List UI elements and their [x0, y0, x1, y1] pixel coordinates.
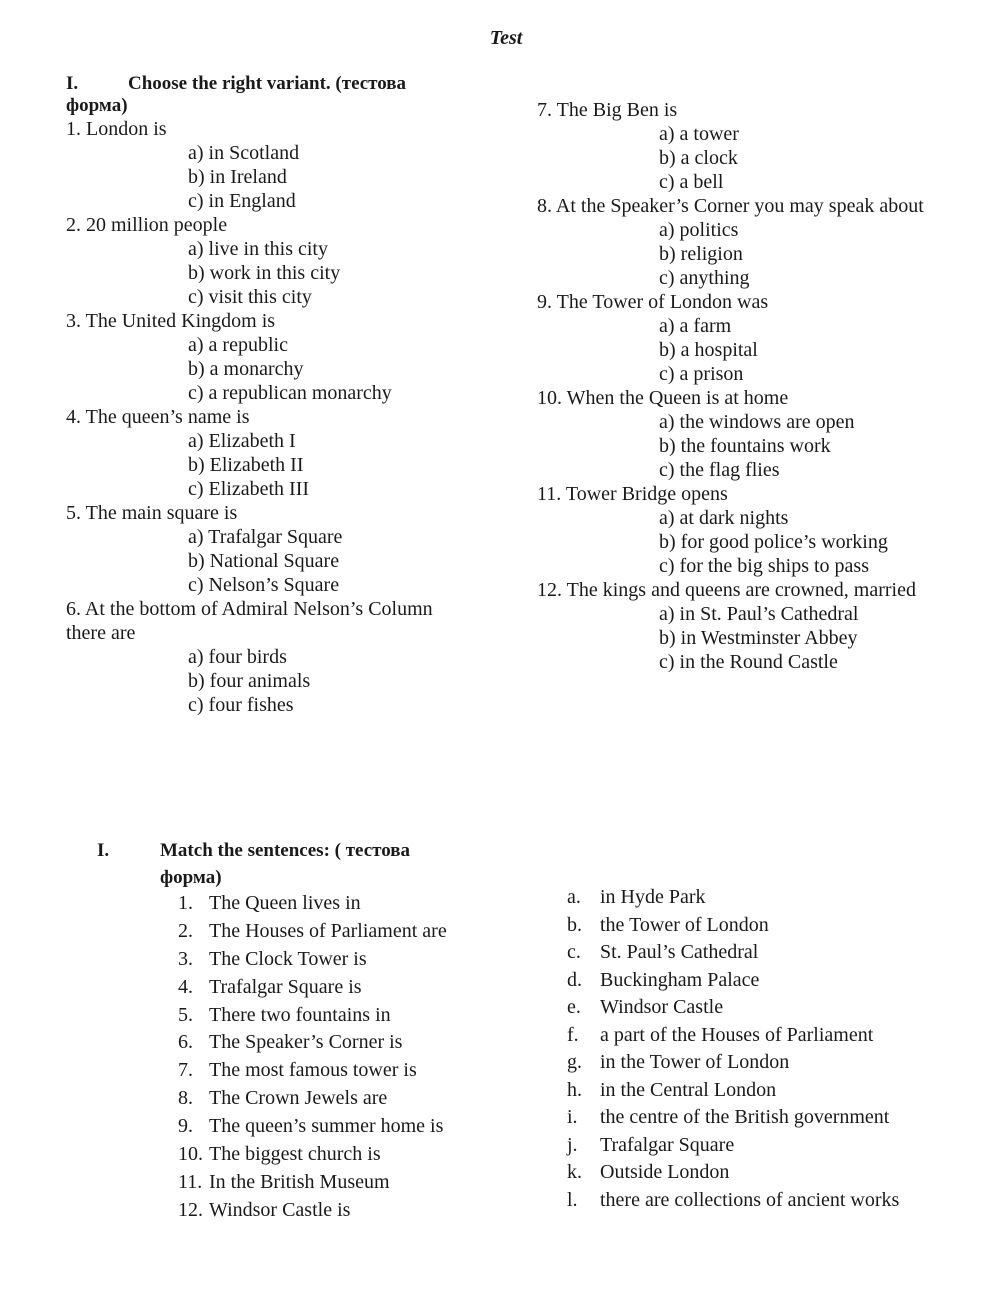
answer-option: b) in Ireland: [188, 166, 287, 188]
item-number: 12.: [178, 1198, 203, 1221]
item-letter: e.: [567, 996, 581, 1019]
item-letter: k.: [567, 1161, 582, 1184]
list-item: [178, 1002, 498, 1030]
answer-option: c) in the Round Castle: [659, 651, 838, 673]
list-item: [178, 918, 498, 946]
item-text: Outside London: [600, 1161, 730, 1184]
question-block: [66, 405, 476, 501]
answer-option: b) work in this city: [188, 262, 341, 284]
question-text: 2. 20 million people: [66, 214, 228, 236]
item-text: a part of the Houses of Parliament: [600, 1023, 874, 1046]
answer-option: b) religion: [659, 243, 743, 265]
list-item: [178, 1141, 498, 1169]
section2-heading: [97, 837, 457, 891]
question-block: [537, 98, 977, 194]
item-text: Trafalgar Square: [600, 1133, 735, 1156]
item-number: 8.: [178, 1087, 193, 1110]
question-block: [537, 386, 977, 482]
answer-option: a) four birds: [188, 646, 287, 668]
answer-option: b) the fountains work: [659, 435, 831, 457]
answer-option: c) for the big ships to pass: [659, 555, 869, 577]
item-text: The queen’s summer home is: [209, 1115, 444, 1138]
answer-option: c) anything: [659, 267, 750, 289]
list-item: [567, 1132, 967, 1160]
item-letter: f.: [567, 1023, 579, 1046]
section1-right-column: [537, 98, 977, 674]
section1-left-column: [66, 73, 476, 717]
answer-option: a) at dark nights: [659, 507, 789, 529]
section1-numeral: I.: [66, 73, 79, 94]
item-text: the centre of the British government: [600, 1106, 890, 1129]
match-right-list: [567, 884, 967, 1215]
question-text-cont: there are: [66, 622, 136, 644]
question-block: [537, 290, 977, 386]
answer-option: a) in Scotland: [188, 142, 300, 164]
item-number: 2.: [178, 919, 193, 942]
list-item: [178, 1029, 498, 1057]
item-number: 11.: [178, 1170, 203, 1193]
question-text: 6. At the bottom of Admiral Nelson’s Column: [66, 598, 433, 620]
list-item: [178, 1057, 498, 1085]
item-letter: i.: [567, 1106, 578, 1129]
item-letter: b.: [567, 913, 582, 936]
question-block: [66, 501, 476, 597]
item-number: 5.: [178, 1003, 193, 1026]
answer-option: a) Trafalgar Square: [188, 526, 343, 548]
answer-option: b) in Westminster Abbey: [659, 627, 858, 649]
item-text: the Tower of London: [600, 913, 769, 936]
item-letter: h.: [567, 1078, 582, 1101]
list-item: [567, 912, 967, 940]
item-letter: d.: [567, 968, 582, 991]
item-text: in the Tower of London: [600, 1051, 790, 1074]
item-number: 9.: [178, 1115, 193, 1138]
item-text: St. Paul’s Cathedral: [600, 941, 759, 964]
item-text: Windsor Castle is: [209, 1198, 351, 1221]
list-item: [178, 1197, 498, 1225]
list-item: [178, 1085, 498, 1113]
item-letter: j.: [567, 1133, 578, 1156]
list-item: [567, 884, 967, 912]
answer-option: a) live in this city: [188, 238, 328, 260]
list-item: [178, 1113, 498, 1141]
answer-option: b) four animals: [188, 670, 311, 692]
list-item: [178, 890, 498, 918]
item-letter: g.: [567, 1051, 582, 1074]
question-block: [66, 309, 476, 405]
item-number: 1.: [178, 892, 193, 914]
item-number: 3.: [178, 947, 193, 970]
match-left-list: [178, 890, 498, 1225]
answer-option: a) Elizabeth I: [188, 430, 296, 452]
answer-option: b) Elizabeth II: [188, 454, 304, 476]
answer-option: b) National Square: [188, 550, 340, 572]
item-letter: c.: [567, 941, 581, 964]
item-letter: a.: [567, 886, 581, 908]
item-text: There two fountains in: [209, 1003, 391, 1026]
item-text: Trafalgar Square is: [209, 975, 362, 998]
question-text: 4. The queen’s name is: [66, 406, 250, 428]
answer-option: c) four fishes: [188, 694, 294, 716]
item-letter: l.: [567, 1189, 578, 1212]
question-block: [537, 578, 977, 674]
question-text: 3. The United Kingdom is: [66, 310, 276, 332]
question-text: 5. The main square is: [66, 502, 238, 524]
answer-option: a) a farm: [659, 315, 732, 337]
list-item: [567, 1159, 967, 1187]
section1-heading-cont: форма): [66, 95, 128, 116]
answer-option: b) a clock: [659, 147, 738, 169]
page-title: Test: [489, 27, 523, 49]
answer-option: c) a republican monarchy: [188, 382, 392, 404]
answer-option: b) a monarchy: [188, 358, 304, 380]
section2-heading-cont: форма): [160, 867, 222, 888]
item-text: there are collections of ancient works: [600, 1189, 900, 1212]
question-text: 1. London is: [66, 118, 167, 140]
item-text: in Hyde Park: [600, 886, 706, 908]
list-item: [567, 967, 967, 995]
section2-heading-text: Match the sentences: ( тестова: [160, 840, 411, 861]
section2-numeral: I.: [97, 840, 110, 861]
answer-option: c) in England: [188, 190, 296, 212]
list-item: [567, 994, 967, 1022]
question-text: 10. When the Queen is at home: [537, 387, 789, 409]
question-text: 7. The Big Ben is: [537, 99, 678, 121]
item-text: The most famous tower is: [209, 1059, 417, 1082]
answer-option: c) the flag flies: [659, 459, 780, 481]
answer-option: a) a republic: [188, 334, 288, 356]
answer-option: c) a prison: [659, 363, 744, 385]
section1-heading: [66, 73, 476, 117]
answer-option: a) the windows are open: [659, 411, 855, 433]
answer-option: b) a hospital: [659, 339, 758, 361]
item-text: The Houses of Parliament are: [209, 919, 447, 942]
answer-option: c) visit this city: [188, 286, 312, 308]
question-text: 12. The kings and queens are crowned, married: [537, 579, 916, 601]
item-number: 7.: [178, 1059, 193, 1082]
list-item: [178, 946, 498, 974]
item-text: Buckingham Palace: [600, 968, 760, 991]
answer-option: a) politics: [659, 219, 739, 241]
item-text: in the Central London: [600, 1078, 777, 1101]
list-item: [567, 1049, 967, 1077]
question-block: [66, 597, 476, 717]
item-text: In the British Museum: [209, 1170, 390, 1193]
item-text: The biggest church is: [209, 1143, 381, 1166]
list-item: [567, 1077, 967, 1105]
question-text: 9. The Tower of London was: [537, 291, 769, 313]
item-text: The Queen lives in: [209, 892, 361, 914]
list-item: [567, 1104, 967, 1132]
section1-heading-text: Choose the right variant. (тестова: [128, 73, 407, 94]
answer-option: a) a tower: [659, 123, 739, 145]
list-item: [178, 1169, 498, 1197]
item-text: Windsor Castle: [600, 996, 724, 1019]
list-item: [567, 1022, 967, 1050]
item-text: The Clock Tower is: [209, 947, 367, 970]
question-block: [537, 194, 977, 290]
list-item: [567, 1187, 967, 1215]
answer-option: c) Elizabeth III: [188, 478, 310, 500]
item-text: The Speaker’s Corner is: [209, 1031, 403, 1054]
answer-option: b) for good police’s working: [659, 531, 888, 553]
question-text: 11. Tower Bridge opens: [537, 483, 728, 505]
question-block: [66, 117, 476, 213]
list-item: [178, 974, 498, 1002]
item-number: 6.: [178, 1031, 193, 1054]
question-block: [66, 213, 476, 309]
list-item: [567, 939, 967, 967]
question-block: [537, 482, 977, 578]
answer-option: c) Nelson’s Square: [188, 574, 340, 596]
question-text: 8. At the Speaker’s Corner you may speak about: [537, 195, 924, 217]
item-text: The Crown Jewels are: [209, 1087, 388, 1110]
answer-option: c) a bell: [659, 171, 724, 193]
item-number: 10.: [178, 1143, 203, 1166]
item-number: 4.: [178, 975, 193, 998]
answer-option: a) in St. Paul’s Cathedral: [659, 603, 859, 625]
